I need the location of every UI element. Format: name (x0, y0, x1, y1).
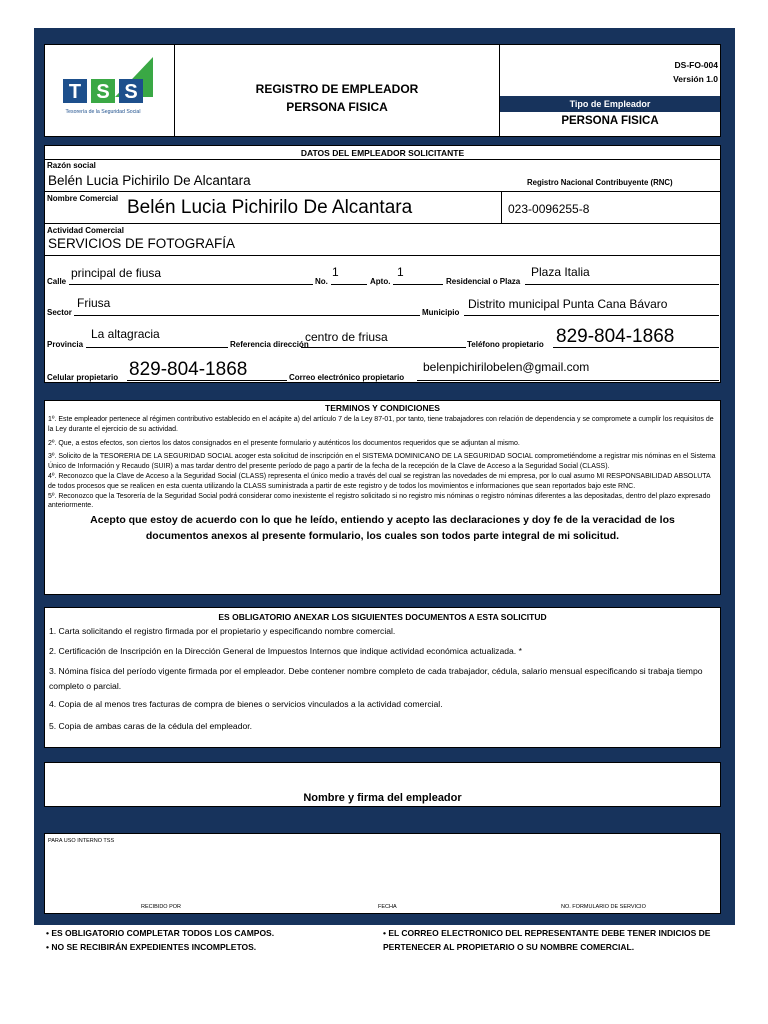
referencia-value[interactable]: centro de friusa (305, 330, 388, 344)
acceptance-line2: documentos anexos al presente formulario, los cuales son todos parte integral de mi solicitud. (145, 530, 620, 543)
footer-notes-right (383, 926, 710, 954)
residencial-label: Residencial o Plaza (446, 277, 521, 286)
sector-underline (74, 315, 420, 316)
fecha-label: FECHA (378, 904, 397, 910)
svg-text:T: T (68, 81, 82, 103)
row-nombre-comercial (45, 192, 720, 224)
requirement-item-5: 5. Copia de ambas caras de la cédula del empleador. (49, 721, 253, 731)
telefono-label: Teléfono propietario (467, 340, 544, 349)
footer-notes-left (46, 926, 274, 954)
no-value[interactable]: 1 (332, 265, 339, 279)
provincia-label: Provincia (47, 340, 84, 349)
municipio-label: Municipio (422, 308, 460, 317)
calle-value[interactable]: principal de fiusa (71, 266, 162, 280)
form-title-line1: REGISTRO DE EMPLEADOR (255, 82, 419, 96)
calle-label: Calle (47, 277, 67, 286)
signature-box[interactable] (44, 762, 721, 807)
requirement-item-4: 4. Copia de al menos tres facturas de compra de bienes o servicios vinculados a la actividad comercial. (49, 699, 443, 709)
footer-note-2: • NO SE RECIBIRÁN EXPEDIENTES INCOMPLETOS. (46, 942, 257, 952)
nombre-comercial-value[interactable]: Belén Lucia Pichirilo De Alcantara (127, 197, 413, 218)
form-version: Versión 1.0 (673, 74, 718, 84)
recibido-por-label: RECIBIDO POR (141, 904, 182, 910)
correo-value[interactable]: belenpichirilobelen@gmail.com (423, 360, 590, 374)
no-label: No. (315, 277, 328, 286)
svg-text:S: S (96, 81, 110, 103)
form-code: DS-FO-004 (674, 60, 718, 70)
residencial-value[interactable]: Plaza Italia (531, 265, 590, 279)
rnc-label: Registro Nacional Contribuyente (RNC) (527, 178, 673, 187)
form-title-line2: PERSONA FISICA (286, 100, 388, 114)
footer-note-3-line1: • EL CORREO ELECTRONICO DEL REPRESENTANTE DEBE TENER INDICIOS DE (383, 928, 711, 938)
internal-use-box (44, 833, 721, 914)
municipio-underline (464, 315, 719, 316)
requirements-title: ES OBLIGATORIO ANEXAR LOS SIGUIENTES DOCUMENTOS A ESTA SOLICITUD (218, 612, 547, 622)
celular-value[interactable]: 829-804-1868 (129, 359, 248, 380)
applicant-section-title: DATOS DEL EMPLEADOR SOLICITANTE (45, 146, 720, 160)
sector-value[interactable]: Friusa (77, 296, 111, 310)
form-info-cell (499, 45, 720, 136)
svg-text:Tesorería de la Seguridad Soci: Tesorería de la Seguridad Social (65, 109, 141, 115)
terms-item-3: 3º. Solicito de la TESORERIA DE LA SEGURIDAD SOCIAL acoger esta solicitud de inscripción en el SISTEMA DOMINICANO DE LA SEGURIDAD SOCIAL comprometiéndome a registrar mis nóminas en el Sistema Único de Información y Recaudo (SUIR) a mas tardar dentro del presente período de pago a partir de la fecha de la recepción de la Clave de Acceso a la Seguridad Social (CLASS). (48, 453, 716, 471)
requirements-section (44, 607, 721, 748)
correo-label: Correo electrónico propietario (289, 373, 405, 382)
footer-note-3-line2: PERTENECER AL PROPIETARIO O SU NOMBRE COMERCIAL. (383, 942, 635, 952)
signature-label: Nombre y firma del empleador (303, 792, 462, 804)
correo-underline (417, 380, 719, 381)
requirement-item-3: 3. Nómina física del período vigente firmada por el empleador. Debe contener nombre completo de cada trabajador, cédula, salario mensual especificando si trabaja tiempo completo o parcial. (49, 666, 703, 691)
tss-logo (55, 55, 165, 127)
acceptance-line1: Acepto que estoy de acuerdo con lo que he leído, entiendo y acepto las declaraciones y doy fe de la veracidad de los (90, 514, 675, 527)
calle-underline (69, 284, 313, 285)
footer-note-1: • ES OBLIGATORIO COMPLETAR TODOS LOS CAMPOS. (46, 928, 275, 938)
nombre-comercial-label: Nombre Comercial (47, 194, 119, 203)
requirement-item-2: 2. Certificación de Inscripción en la Dirección General de Impuestos Internos que indique actividad económica actualizada. * (49, 646, 522, 656)
apto-label: Apto. (370, 277, 391, 286)
internal-use-label: PARA USO INTERNO TSS (48, 838, 115, 844)
terms-title: TERMINOS Y CONDICIONES (325, 403, 440, 413)
terms-section (44, 400, 721, 595)
apto-underline (393, 284, 443, 285)
actividad-value[interactable]: SERVICIOS DE FOTOGRAFÍA (48, 236, 236, 251)
provincia-underline (86, 347, 228, 348)
tipo-empleador-label: Tipo de Empleador (500, 96, 720, 112)
terms-acceptance (48, 512, 717, 544)
terms-item-1: 1º. Este empleador pertenece al régimen contributivo establecido en el acápite a) del artículo 7 de la Ley 87-01, por tanto, tiene trabajadores con relación de dependencia y se compromete a cumplir los requisitos de la Ley durante el ejercicio de su actividad. (48, 416, 714, 433)
municipio-value[interactable]: Distrito municipal Punta Cana Bávaro (468, 297, 668, 311)
provincia-value[interactable]: La altagracia (91, 327, 160, 341)
celular-label: Celular propietario (47, 373, 119, 382)
rnc-cell (501, 192, 720, 223)
no-formulario-label: NO. FORMULARIO DE SERVICIO (561, 904, 646, 910)
terms-item-4: 4º. Reconozco que la Clave de Acceso a la Seguridad Social (CLASS) representa el único medio a través del cual se registran las novedades de mi empresa, por lo cual asumo MI RESPONSABILIDAD ABSOLUTA de todos procesos que se realicen en esta cuenta utilizando la CLASS suministrada a partir de este registro y de todos los movimientos e informaciones que sean reportados bajo este RNC. (48, 472, 711, 490)
no-underline (331, 284, 367, 285)
terms-item-2: 2º. Que, a estos efectos, son ciertos los datos consignados en el presente formulario y auténticos los documentos requeridos que se adjuntan al mismo. (48, 439, 520, 447)
sector-label: Sector (47, 308, 72, 317)
residencial-underline (525, 284, 719, 285)
row-razon-social (45, 160, 720, 192)
applicant-section (44, 145, 721, 383)
actividad-label: Actividad Comercial (47, 226, 124, 235)
referencia-underline (301, 347, 466, 348)
terms-item-5: 5º. Reconozco que la Tesorería de la Seguridad Social podrá considerar como inexistente el registro solicitado si no registro mis nóminas o registro nóminas diferentes a las depositadas, dentro del plazo expresado anteriormente. (48, 492, 711, 510)
razon-social-label: Razón social (47, 161, 96, 170)
referencia-label: Referencia dirección (230, 340, 309, 349)
rnc-value[interactable]: 023-0096255-8 (508, 202, 590, 216)
apto-value[interactable]: 1 (397, 265, 404, 279)
row-actividad (45, 224, 720, 256)
requirement-item-1: 1. Carta solicitando el registro firmada por el propietario y especificando nombre comercial. (49, 626, 396, 636)
logo-cell (45, 45, 175, 136)
telefono-value[interactable]: 829-804-1868 (556, 326, 675, 347)
header-box (44, 44, 721, 137)
form-title (175, 80, 499, 116)
razon-social-value[interactable]: Belén Lucia Pichirilo De Alcantara (48, 173, 251, 188)
tipo-empleador-value: PERSONA FISICA (561, 115, 659, 127)
svg-text:S: S (124, 81, 138, 103)
